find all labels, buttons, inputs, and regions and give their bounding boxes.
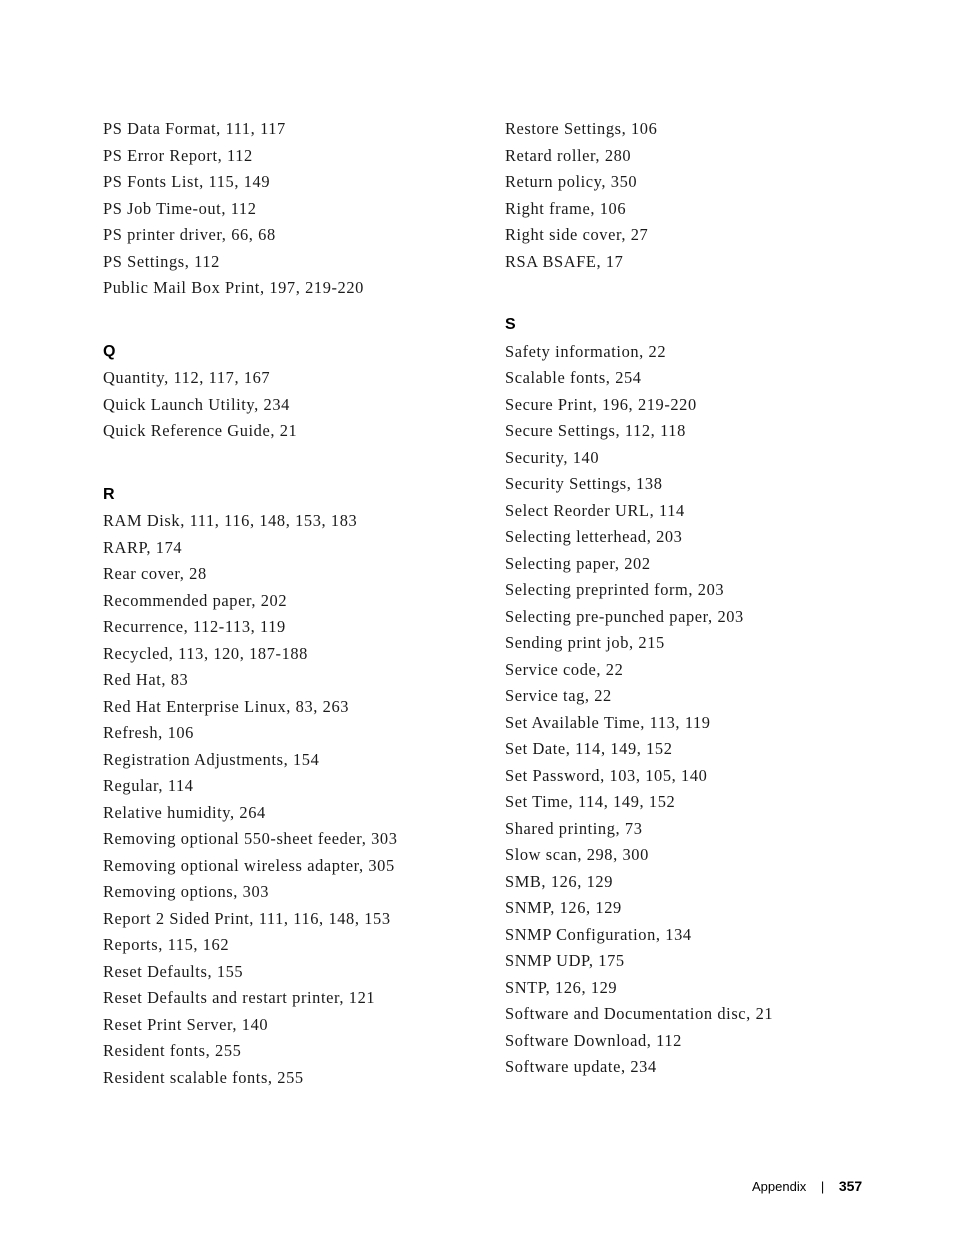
index-entry: Selecting letterhead, 203 — [505, 527, 683, 546]
page-number: 357 — [838, 1178, 863, 1194]
index-entry: Safety information, 22 — [505, 341, 667, 361]
index-entry: Retard roller, 280 — [505, 145, 632, 165]
index-entry: Set Date, 114, 149, 152 — [505, 739, 673, 758]
index-entry: Software Download, 112 — [505, 1030, 682, 1050]
index-entry: SNMP Configuration, 134 — [505, 924, 692, 944]
index-entry: Software and Documentation disc, 21 — [505, 1004, 774, 1023]
index-entry: RAM Disk, 111, 116, 148, 153, 183 — [103, 511, 358, 530]
index-entry: Scalable fonts, 254 — [505, 368, 642, 387]
index-entry: SMB, 126, 129 — [505, 871, 613, 891]
index-entry: Recommended paper, 202 — [103, 590, 288, 610]
index-group-r-continued — [505, 116, 905, 275]
index-entry: Refresh, 106 — [103, 723, 194, 742]
index-group-s — [505, 339, 905, 1081]
index-entry: Quick Launch Utility, 234 — [103, 394, 290, 414]
index-entry: Set Available Time, 113, 119 — [505, 712, 711, 732]
index-entry: Sending print job, 215 — [505, 633, 665, 652]
index-group-q — [103, 365, 483, 445]
index-entry: Service code, 22 — [505, 659, 624, 679]
index-entry: Recycled, 113, 120, 187-188 — [103, 643, 308, 663]
index-entry: Report 2 Sided Print, 111, 116, 148, 153 — [103, 908, 391, 928]
index-entry: Software update, 234 — [505, 1057, 657, 1076]
index-entry: SNMP UDP, 175 — [505, 951, 625, 970]
index-entry: Public Mail Box Print, 197, 219-220 — [103, 278, 364, 297]
index-entry: Right frame, 106 — [505, 198, 627, 218]
index-entry: Reset Defaults, 155 — [103, 961, 244, 981]
index-entry: RSA BSAFE, 17 — [505, 251, 624, 271]
index-entry: Reset Defaults and restart printer, 121 — [103, 988, 376, 1007]
footer-section-label: Appendix — [752, 1179, 807, 1194]
footer-separator: | — [820, 1179, 825, 1194]
index-entry: Registration Adjustments, 154 — [103, 749, 320, 769]
index-entry: Security Settings, 138 — [505, 474, 663, 493]
index-entry: Slow scan, 298, 300 — [505, 845, 649, 864]
index-entry: Selecting paper, 202 — [505, 553, 651, 573]
index-entry: Selecting preprinted form, 203 — [505, 580, 725, 599]
index-column-left — [103, 116, 483, 1091]
index-entry: Reset Print Server, 140 — [103, 1014, 269, 1034]
section-heading-q: Q — [103, 342, 117, 360]
index-entry: Removing optional 550-sheet feeder, 303 — [103, 829, 398, 848]
index-entry: Quick Reference Guide, 21 — [103, 421, 298, 440]
page-footer — [752, 1178, 862, 1194]
index-entry: Select Reorder URL, 114 — [505, 500, 685, 520]
index-entry: Quantity, 112, 117, 167 — [103, 368, 271, 387]
index-entry: PS Error Report, 112 — [103, 145, 253, 165]
index-entry: Resident scalable fonts, 255 — [103, 1067, 304, 1087]
index-entry: Removing optional wireless adapter, 305 — [103, 855, 395, 875]
index-entry: PS Fonts List, 115, 149 — [103, 172, 271, 191]
index-entry: Service tag, 22 — [505, 686, 612, 705]
index-entry: Set Time, 114, 149, 152 — [505, 792, 676, 811]
index-entry: Removing options, 303 — [103, 882, 270, 901]
index-entry: PS Job Time-out, 112 — [103, 198, 257, 218]
index-entry: Recurrence, 112-113, 119 — [103, 617, 286, 636]
index-entry: Set Password, 103, 105, 140 — [505, 765, 708, 785]
index-group-p — [103, 116, 483, 302]
index-entry: Regular, 114 — [103, 776, 194, 795]
index-entry: Return policy, 350 — [505, 172, 638, 191]
index-entry: Reports, 115, 162 — [103, 935, 230, 954]
index-entry: PS Settings, 112 — [103, 251, 220, 271]
index-entry: Rear cover, 28 — [103, 564, 207, 583]
index-entry: Security, 140 — [505, 447, 600, 467]
section-heading-r: R — [103, 485, 116, 503]
index-entry: Red Hat Enterprise Linux, 83, 263 — [103, 696, 350, 716]
section-heading-s: S — [505, 316, 517, 333]
index-entry: PS Data Format, 111, 117 — [103, 119, 286, 138]
index-entry: Secure Print, 196, 219-220 — [505, 394, 697, 414]
index-entry: RARP, 174 — [103, 537, 183, 557]
index-entry: PS printer driver, 66, 68 — [103, 225, 276, 244]
index-entry: SNMP, 126, 129 — [505, 898, 622, 917]
index-entry: Resident fonts, 255 — [103, 1041, 242, 1060]
index-column-right — [505, 116, 905, 1081]
index-entry: Restore Settings, 106 — [505, 119, 658, 138]
index-entry: Relative humidity, 264 — [103, 802, 266, 822]
index-entry: Red Hat, 83 — [103, 670, 189, 689]
index-group-r — [103, 508, 483, 1091]
index-entry: SNTP, 126, 129 — [505, 977, 618, 997]
index-entry: Selecting pre-punched paper, 203 — [505, 606, 744, 626]
index-entry: Right side cover, 27 — [505, 225, 649, 244]
index-entry: Shared printing, 73 — [505, 818, 643, 838]
index-entry: Secure Settings, 112, 118 — [505, 421, 686, 440]
